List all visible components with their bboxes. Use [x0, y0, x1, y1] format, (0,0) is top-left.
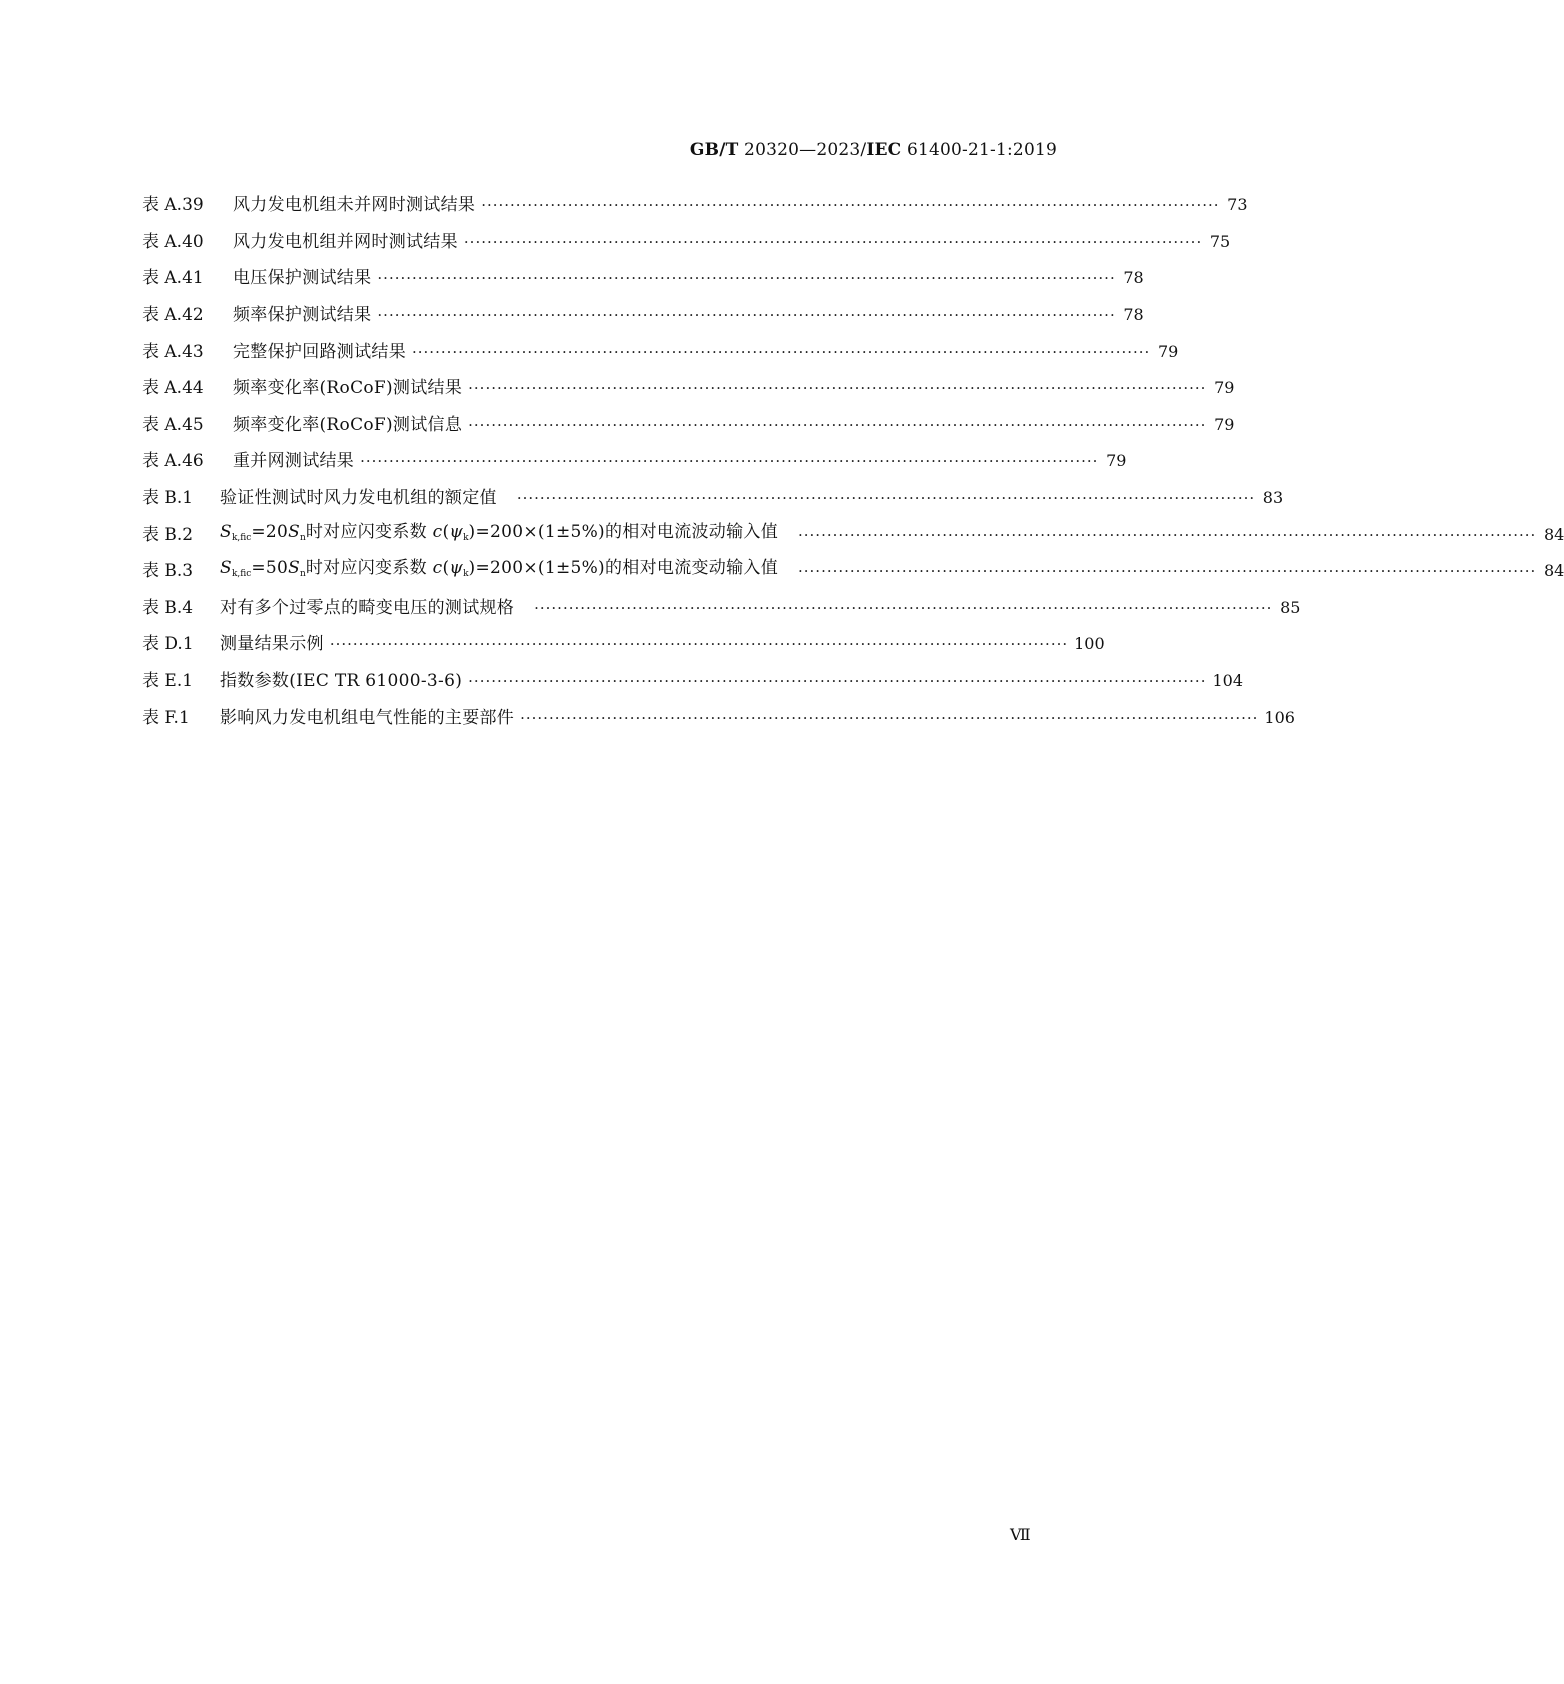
- toc-entry-e1[interactable]: [142, 663, 1244, 700]
- toc-entry-title: 频率变化率(RoCoF)测试信息: [233, 414, 463, 435]
- subscript: k,fic: [231, 532, 252, 543]
- toc-entry-page: 106: [1264, 707, 1295, 727]
- toc-entry-number: 表 D.1: [142, 634, 194, 655]
- title-text: )=200×(1±5%)的相对电流波动输入值: [468, 521, 778, 542]
- toc-dot-leader: ································································································································: [534, 598, 1273, 617]
- toc-entry-number: 表 A.41: [142, 268, 204, 289]
- document-header: [690, 138, 1057, 162]
- toc-entry-a42[interactable]: [142, 297, 1144, 334]
- title-text: 时对应闪变系数: [305, 558, 433, 579]
- toc-entry-page: 84: [1543, 561, 1564, 581]
- toc-dot-leader: ································································································································: [377, 269, 1116, 288]
- toc-entry-page: 100: [1074, 634, 1105, 654]
- header-standard-number: 20320—2023/: [738, 140, 867, 160]
- toc-entry-number: 表 B.1: [142, 488, 194, 509]
- toc-entry-number: 表 A.43: [142, 341, 204, 362]
- toc-entry-page: 79: [1157, 341, 1179, 361]
- toc-entry-a46[interactable]: [142, 443, 1127, 480]
- title-text: (: [442, 521, 450, 542]
- toc-entry-title: 风力发电机组未并网时测试结果: [233, 195, 476, 216]
- header-iec-prefix: IEC: [866, 140, 902, 160]
- toc-entry-title: 频率变化率(RoCoF)测试结果: [233, 378, 463, 399]
- toc-entry-title: 完整保护回路测试结果: [233, 341, 406, 362]
- toc-dot-leader: ································································································································: [377, 306, 1116, 325]
- table-of-contents: [142, 187, 1564, 736]
- subscript: k: [463, 569, 469, 580]
- symbol-c: c: [432, 558, 443, 579]
- toc-entry-number: 表 E.1: [142, 671, 194, 692]
- toc-entry-number: 表 A.44: [142, 378, 204, 399]
- toc-entry-page: 75: [1209, 231, 1231, 251]
- subscript: k,fic: [231, 569, 252, 580]
- toc-dot-leader: ································································································································: [412, 342, 1151, 361]
- toc-entry-title: 电压保护测试结果: [233, 268, 372, 289]
- symbol-psi: ψ: [449, 521, 464, 542]
- toc-entry-number: 表 A.45: [142, 414, 204, 435]
- toc-dot-leader: ································································································································: [516, 489, 1256, 508]
- toc-entry-title: 指数参数(IEC TR 61000-3-6): [220, 671, 463, 692]
- title-text: (: [442, 558, 450, 579]
- title-text: 时对应闪变系数: [305, 521, 433, 542]
- toc-entry-number: 表 F.1: [142, 707, 190, 728]
- toc-entry-a40[interactable]: [142, 224, 1231, 261]
- toc-entry-page: 78: [1123, 305, 1144, 325]
- toc-dot-leader: ································································································································: [798, 562, 1537, 581]
- toc-entry-a43[interactable]: [142, 333, 1179, 370]
- symbol-s: S: [220, 558, 232, 579]
- toc-entry-title: 重并网测试结果: [233, 451, 355, 472]
- toc-entry-b4[interactable]: [142, 590, 1301, 627]
- title-text: )=200×(1±5%)的相对电流变动输入值: [468, 558, 778, 579]
- toc-entry-number: 表 B.3: [142, 561, 194, 582]
- toc-entry-page: 85: [1280, 597, 1301, 617]
- header-iec-number: 61400-21-1:2019: [901, 140, 1057, 160]
- toc-entry-title: 频率保护测试结果: [233, 305, 372, 326]
- toc-entry-title: 影响风力发电机组电气性能的主要部件: [220, 707, 515, 728]
- subscript: n: [300, 532, 306, 543]
- toc-entry-number: 表 B.2: [142, 524, 194, 545]
- title-text: =20: [251, 521, 289, 542]
- subscript: n: [300, 569, 306, 580]
- toc-entry-title: [220, 558, 778, 584]
- toc-dot-leader: ································································································································: [329, 635, 1069, 654]
- toc-entry-page: 78: [1123, 268, 1144, 288]
- toc-entry-page: 104: [1212, 671, 1244, 691]
- toc-dot-leader: ································································································································: [798, 525, 1537, 544]
- toc-entry-number: 表 A.46: [142, 451, 204, 472]
- symbol-s: S: [288, 558, 301, 579]
- toc-entry-a41[interactable]: [142, 260, 1144, 297]
- symbol-s: S: [220, 521, 232, 542]
- toc-dot-leader: ································································································································: [481, 196, 1220, 215]
- title-text: =50: [251, 558, 289, 579]
- toc-entry-b3[interactable]: [142, 553, 1564, 590]
- toc-entry-number: 表 B.4: [142, 597, 194, 618]
- toc-entry-title: 对有多个过零点的畸变电压的测试规格: [220, 597, 515, 618]
- symbol-c: c: [432, 521, 443, 542]
- toc-entry-page: 79: [1214, 378, 1235, 398]
- toc-entry-d1[interactable]: [142, 626, 1105, 663]
- page-number: Ⅶ: [1010, 1525, 1031, 1544]
- toc-dot-leader: ································································································································: [463, 232, 1203, 251]
- toc-entry-a39[interactable]: [142, 187, 1248, 224]
- subscript: k: [463, 532, 469, 543]
- toc-entry-a44[interactable]: [142, 370, 1235, 407]
- toc-entry-b1[interactable]: [142, 480, 1284, 517]
- symbol-psi: ψ: [449, 558, 464, 579]
- toc-dot-leader: ································································································································: [360, 452, 1099, 471]
- toc-entry-number: 表 A.42: [142, 305, 204, 326]
- toc-entry-title: 测量结果示例: [220, 634, 324, 655]
- toc-entry-page: 79: [1106, 451, 1127, 471]
- toc-entry-a45[interactable]: [142, 407, 1235, 444]
- toc-dot-leader: ································································································································: [468, 672, 1207, 691]
- symbol-s: S: [288, 521, 301, 542]
- toc-entry-page: 79: [1214, 414, 1235, 434]
- toc-entry-number: 表 A.39: [142, 195, 204, 216]
- toc-entry-b2[interactable]: [142, 516, 1564, 553]
- header-standard-prefix: GB/T: [689, 140, 739, 160]
- toc-entry-page: 84: [1543, 524, 1564, 544]
- toc-entry-title: [220, 522, 778, 548]
- toc-entry-f1[interactable]: [142, 699, 1295, 736]
- toc-entry-page: 73: [1227, 195, 1248, 215]
- toc-dot-leader: ································································································································: [468, 379, 1207, 398]
- toc-entry-page: 83: [1262, 488, 1284, 508]
- toc-entry-title: 风力发电机组并网时测试结果: [233, 231, 458, 252]
- toc-entry-number: 表 A.40: [142, 231, 204, 252]
- toc-entry-title: 验证性测试时风力发电机组的额定值: [220, 488, 497, 509]
- toc-dot-leader: ································································································································: [468, 415, 1207, 434]
- toc-dot-leader: ································································································································: [520, 708, 1259, 727]
